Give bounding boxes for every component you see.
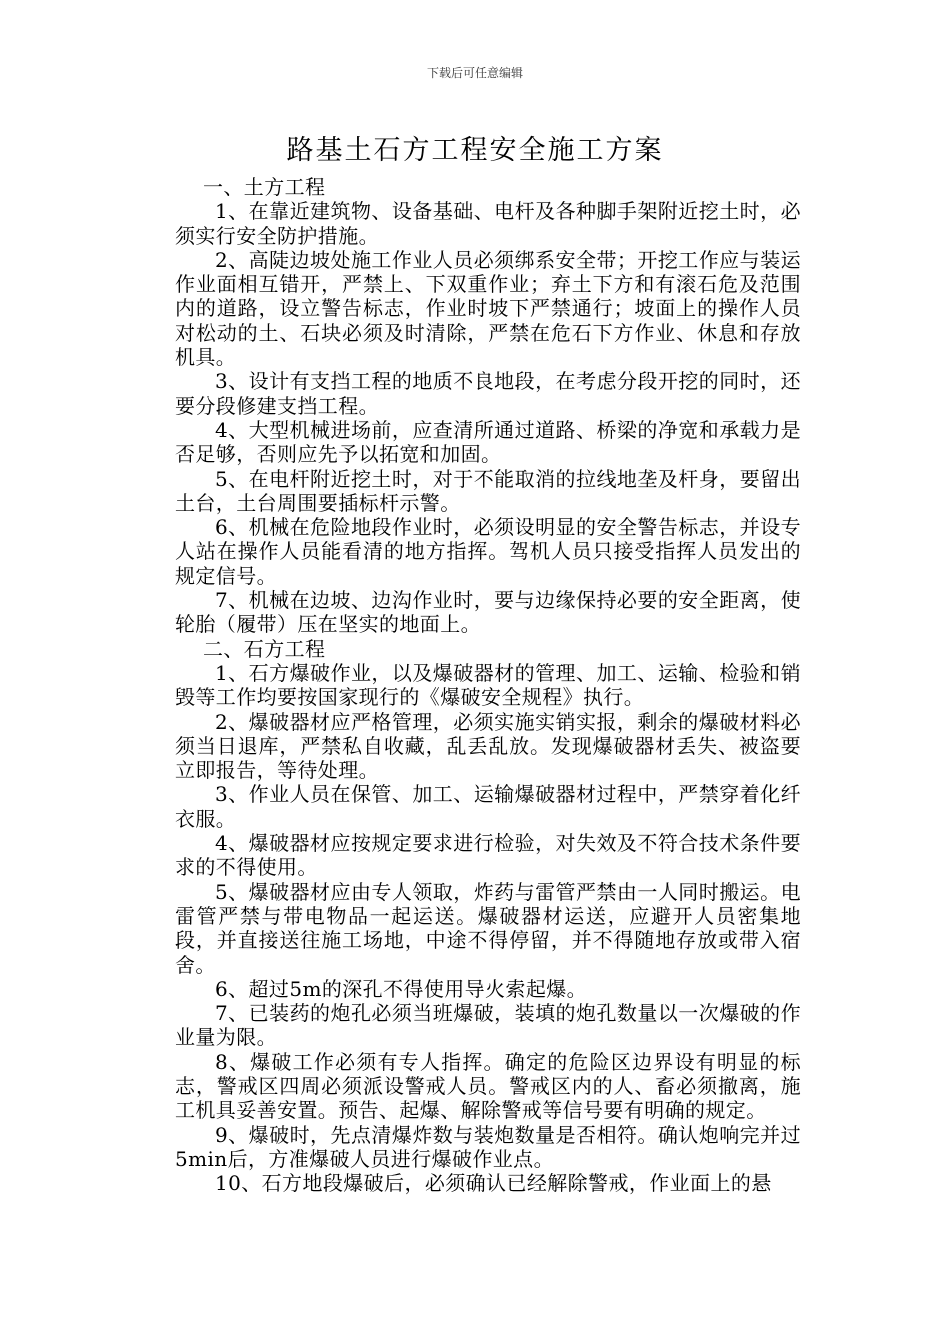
paragraph: 9、爆破时，先点清爆炸数与装炮数量是否相符。确认炮响完并过5min后，方准爆破人员进行爆破作业点。: [175, 1122, 801, 1171]
paragraph: 5、在电杆附近挖土时，对于不能取消的拉线地垄及杆身，要留出土台，土台周围要插标杆示警。: [175, 466, 801, 515]
section-heading: 一、土方工程: [203, 175, 326, 199]
paragraph: 8、爆破工作必须有专人指挥。确定的危险区边界设有明显的标志，警戒区四周必须派设警戒人员。警戒区内的人、畜必须撤离，施工机具妥善安置。预告、起爆、解除警戒等信号要有明确的规定。: [175, 1049, 801, 1123]
section-heading: 二、石方工程: [203, 636, 326, 661]
header-note: 下载后可任意编辑: [426, 66, 523, 80]
paragraph: 7、已装药的炮孔必须当班爆破，装填的炮孔数量以一次爆破的作业量为限。: [175, 1001, 801, 1050]
paragraph: 2、高陡边坡处施工作业人员必须绑系安全带；开挖工作应与装运作业面相互错开，严禁上、下双重作业；弃土下方和有滚石危及范围内的道路，设立警告标志，作业时坡下严禁通行；坡面上的操作人员对松动的土、石块必须及时清除，严禁在危石下方作业、休息和存放机具。: [175, 247, 801, 370]
paragraph: 6、超过5m的深孔不得使用导火索起爆。: [215, 976, 588, 1001]
section-earthwork: [175, 175, 801, 637]
paragraph: 4、大型机械进场前，应查清所通过道路、桥梁的净宽和承载力是否足够，否则应先予以拓宽和加固。: [175, 417, 801, 467]
paragraph: 10、石方地段爆破后，必须确认已经解除警戒，作业面上的悬: [215, 1171, 772, 1196]
paragraph: 4、爆破器材应按规定要求进行检验，对失效及不符合技术条件要求的不得使用。: [175, 831, 801, 880]
paragraph: 2、爆破器材应严格管理，必须实施实销实报，剩余的爆破材料必须当日退库，严禁私自收藏，乱丢乱放。发现爆破器材丢失、被盗要立即报告，等待处理。: [175, 709, 801, 783]
paragraph: 5、爆破器材应由专人领取，炸药与雷管严禁由一人同时搬运。电雷管严禁与带电物品一起运送。爆破器材运送，应避开人员密集地段，并直接送往施工场地，中途不得停留，并不得随地存放或带入宿舍。: [175, 879, 801, 977]
document-body: [175, 175, 801, 1195]
document-title: 路基土石方工程安全施工方案: [286, 135, 664, 166]
paragraph: 1、在靠近建筑物、设备基础、电杆及各种脚手架附近挖土时，必须实行安全防护措施。: [175, 199, 801, 248]
section-stonework: [175, 637, 801, 1196]
paragraph: 6、机械在危险地段作业时，必须设明显的安全警告标志，并设专人站在操作人员能看清的地方指挥。驾机人员只接受指挥人员发出的规定信号。: [175, 515, 801, 588]
paragraph: 3、设计有支挡工程的地质不良地段，在考虑分段开挖的同时，还要分段修建支挡工程。: [175, 369, 801, 418]
paragraph: 3、作业人员在保管、加工、运输爆破器材过程中，严禁穿着化纤衣服。: [175, 782, 801, 831]
paragraph: 1、石方爆破作业，以及爆破器材的管理、加工、运输、检验和销毁等工作均要按国家现行的《爆破安全规程》执行。: [175, 660, 801, 710]
paragraph: 7、机械在边坡、边沟作业时，要与边缘保持必要的安全距离，使轮胎（履带）压在坚实的地面上。: [175, 588, 801, 637]
